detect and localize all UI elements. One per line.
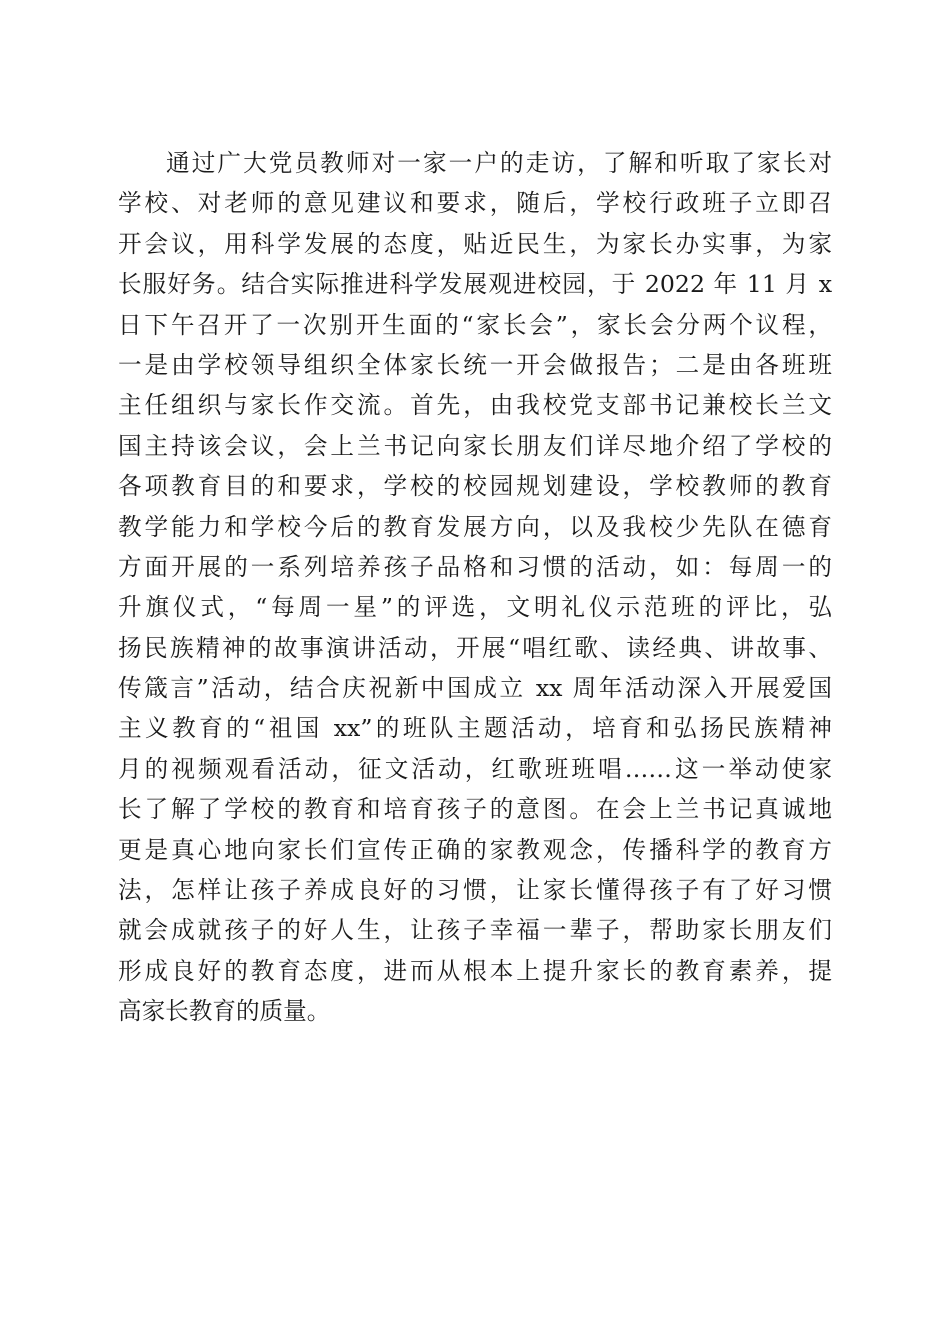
text-line: 月的视频观看活动，征文活动，红歌班班唱……这一举动使家 [118,754,832,783]
text-line: 教学能力和学校今后的教育发展方向，以及我校少先队在德育 [118,512,832,541]
text-line: 学校、对老师的意见建议和要求，随后，学校行政班子立即召 [118,189,832,218]
text-line: 方面开展的一系列培养孩子品格和习惯的活动，如：每周一的 [118,552,832,581]
text-line: 各项教育目的和要求，学校的校园规划建设，学校教师的教育 [118,472,832,501]
text-line: 国主持该会议，会上兰书记向家长朋友们详尽地介绍了学校的 [118,431,832,460]
document-body [118,143,832,1032]
text-line: 就会成就孩子的好人生，让孩子幸福一辈子，帮助家长朋友们 [118,916,832,945]
text-line: 形成良好的教育态度，进而从根本上提升家长的教育素养，提 [118,956,832,985]
text-line: 开会议，用科学发展的态度，贴近民生，为家长办实事，为家 [118,229,832,258]
text-line: 通过广大党员教师对一家一户的走访，了解和听取了家长对 [166,149,832,177]
text-line: 主义教育的“祖国 xx”的班队主题活动，培育和弘扬民族精神 [118,714,832,743]
text-line: 升旗仪式，“每周一星”的评选，文明礼仪示范班的评比，弘 [118,593,832,622]
text-line: 扬民族精神的故事演讲活动，开展“唱红歌、读经典、讲故事、 [118,633,832,662]
text-line: 更是真心地向家长们宣传正确的家教观念，传播科学的教育方 [118,835,832,864]
text-line: 长服好务。结合实际推进科学发展观进校园，于 2022 年 11 月 x [118,270,832,299]
text-line: 日下午召开了一次别开生面的“家长会”，家长会分两个议程， [118,310,832,339]
text-line: 主任组织与家长作交流。首先，由我校党支部书记兼校长兰文 [118,391,832,420]
text-line: 法，怎样让孩子养成良好的习惯，让家长懂得孩子有了好习惯 [118,876,832,905]
paragraph [118,143,832,1032]
text-line: 一是由学校领导组织全体家长统一开会做报告；二是由各班班 [118,350,832,379]
text-line: 长了解了学校的教育和培育孩子的意图。在会上兰书记真诚地 [118,795,832,824]
text-line: 传箴言”活动，结合庆祝新中国成立 xx 周年活动深入开展爱国 [118,674,832,703]
text-line: 高家长教育的质量。 [118,997,331,1026]
